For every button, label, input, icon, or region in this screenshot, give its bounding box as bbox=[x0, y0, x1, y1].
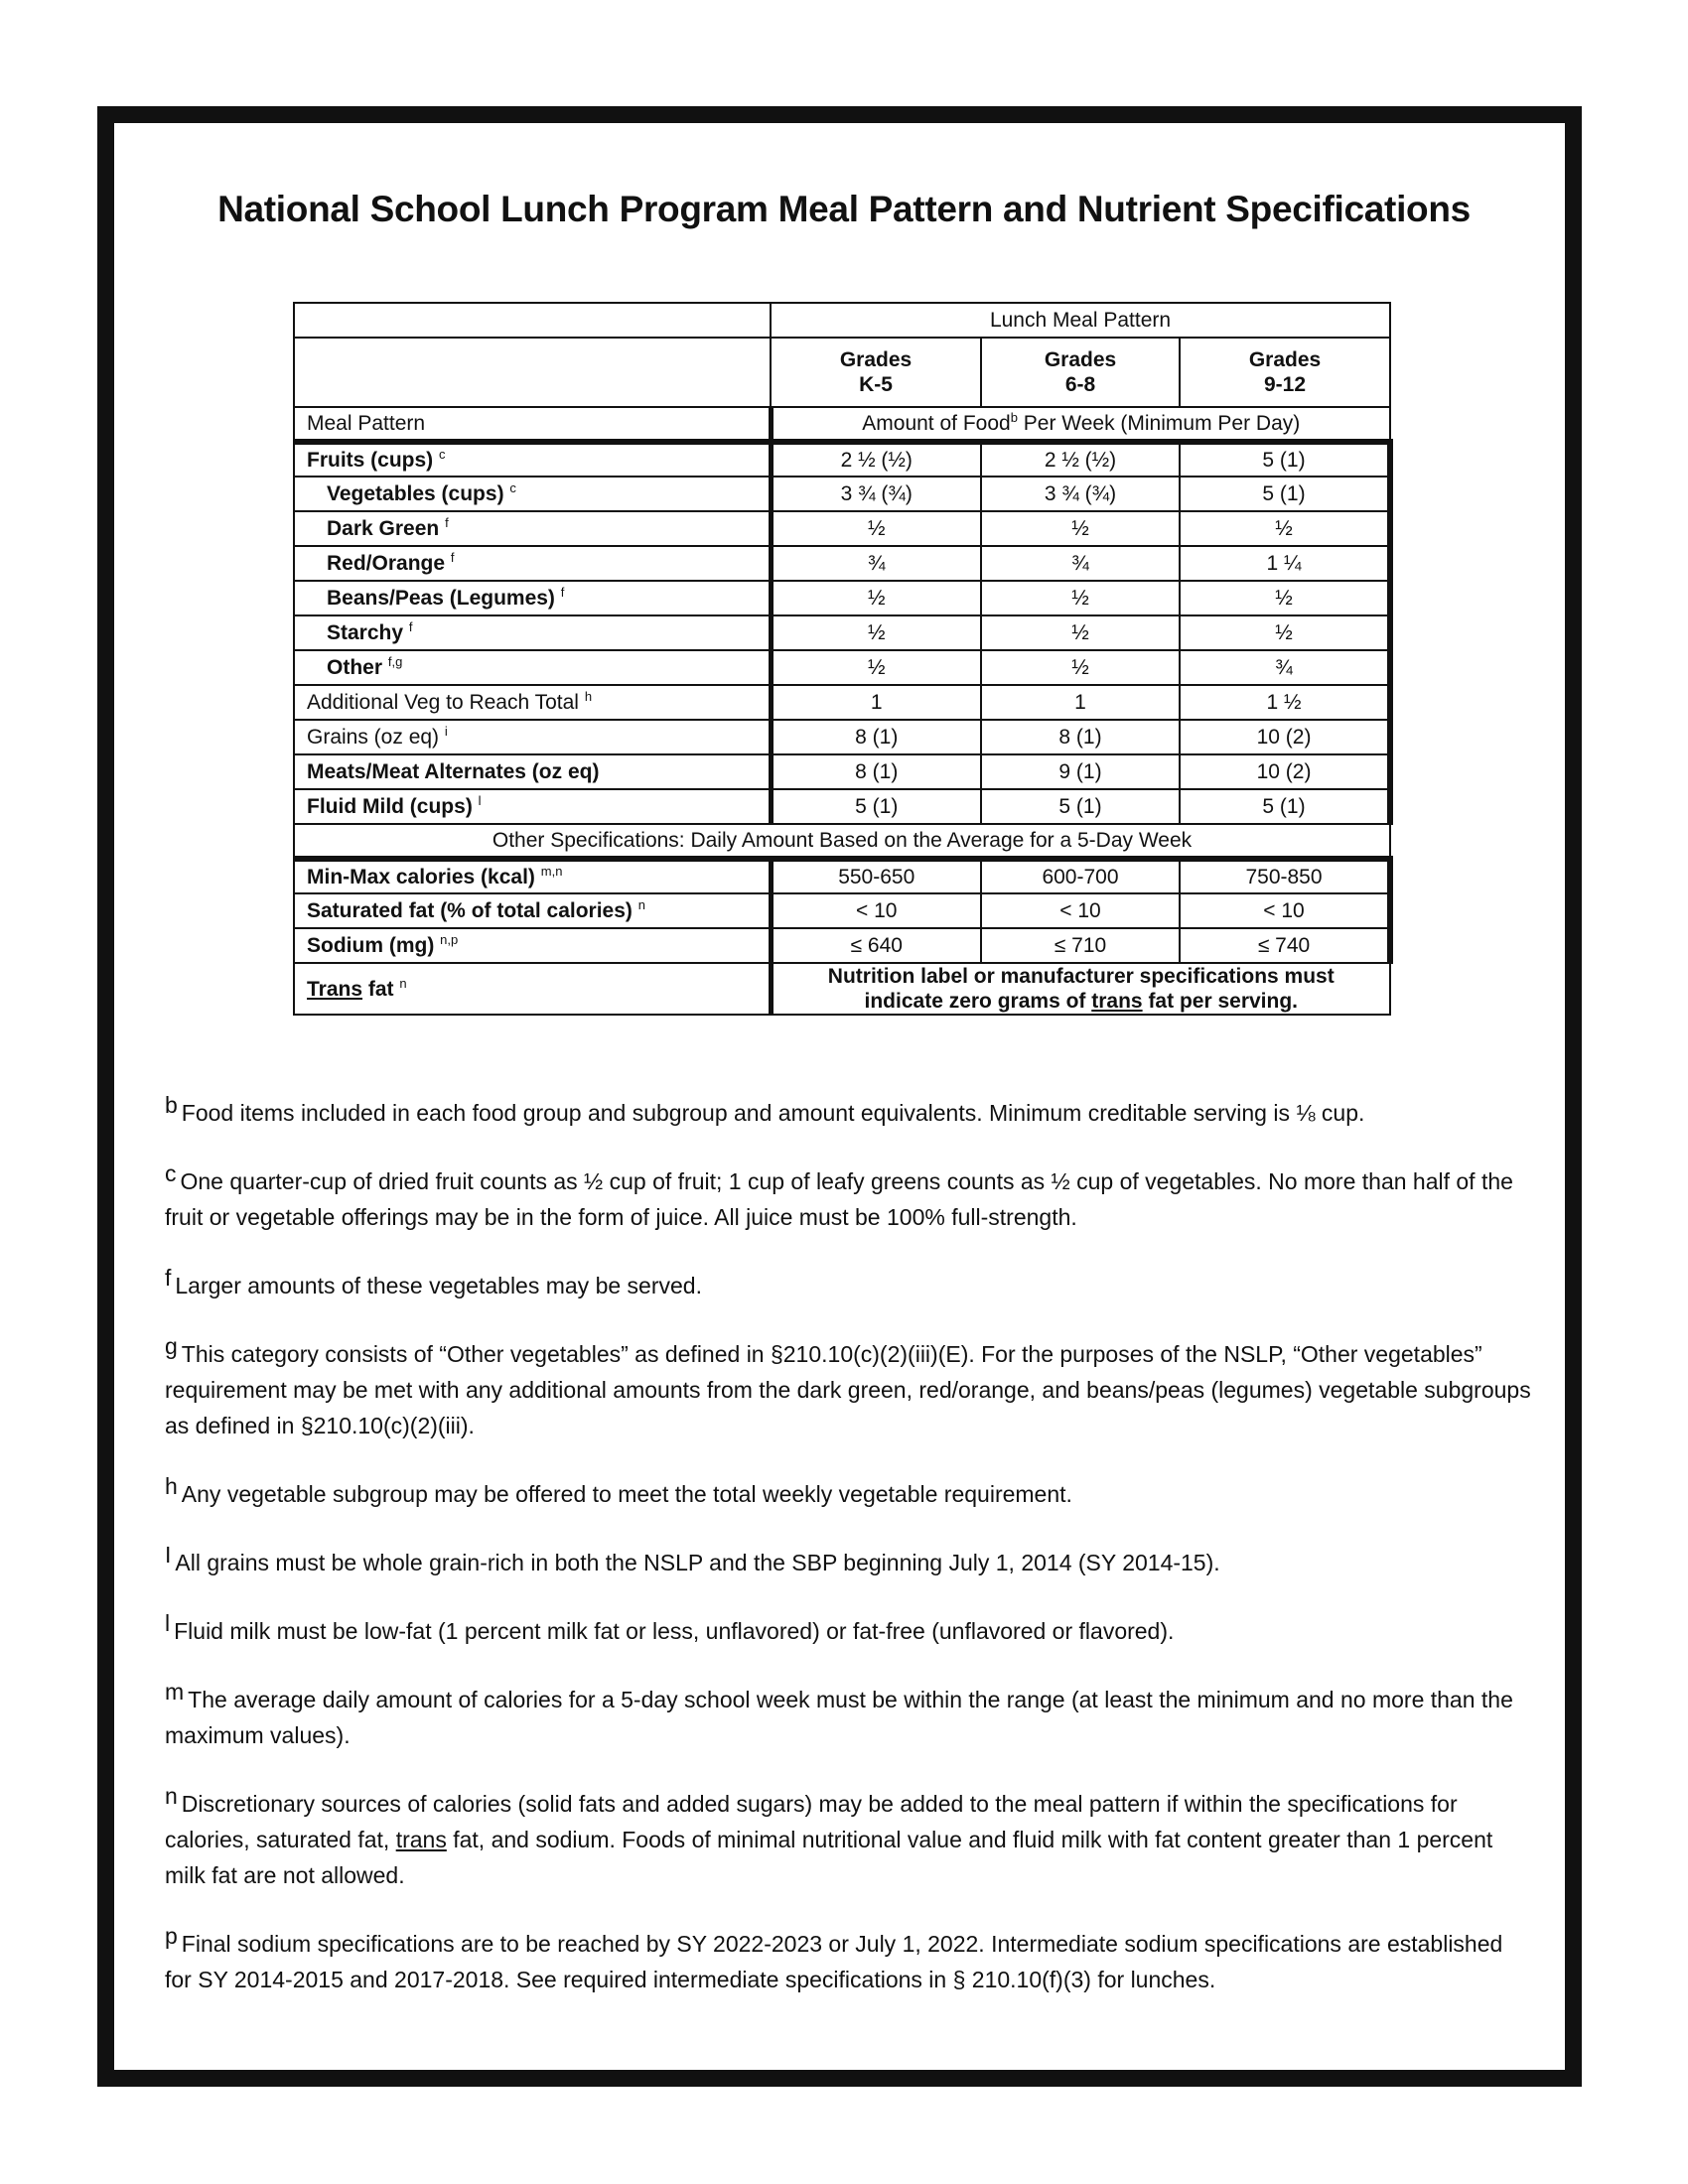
value-cell: 5 (1) bbox=[1180, 789, 1390, 824]
value-cell: 2 ½ (½) bbox=[771, 442, 981, 477]
value-cell: < 10 bbox=[981, 893, 1180, 928]
footnote-mark: n bbox=[165, 1783, 178, 1809]
grades-header-row bbox=[294, 338, 1390, 407]
value-cell: ½ bbox=[1180, 581, 1390, 615]
other-specifications-header: Other Specifications: Daily Amount Based on the Average for a 5-Day Week bbox=[294, 824, 1390, 859]
empty-header-cell bbox=[294, 338, 771, 407]
footnote bbox=[165, 1328, 1535, 1443]
row-label: Saturated fat (% of total calories) $^n$ bbox=[294, 893, 771, 928]
value-cell: 8 (1) bbox=[771, 720, 981, 754]
footnote bbox=[165, 1537, 1535, 1580]
table-row bbox=[294, 615, 1390, 650]
value-cell: ≤ 740 bbox=[1180, 928, 1390, 963]
value-cell: 550-650 bbox=[771, 859, 981, 893]
row-label: Other $^{f,g}$ bbox=[294, 650, 771, 685]
value-cell: 1 ½ bbox=[1180, 685, 1390, 720]
row-label: Vegetables (cups) $^c$ bbox=[294, 477, 771, 511]
row-label: Fluid Mild (cups) $^l$ bbox=[294, 789, 771, 824]
table-header-row bbox=[294, 303, 1390, 338]
value-cell: 8 (1) bbox=[981, 720, 1180, 754]
footnote-text: Fluid milk must be low-fat (1 percent milk fat or less, unflavored) or fat-free (unflavored or flavored). bbox=[174, 1618, 1175, 1644]
amount-of-food-header: Amount of Food$^b$ Per Week (Minimum Per Day) bbox=[771, 407, 1390, 442]
footnote-mark: l bbox=[165, 1610, 171, 1636]
value-cell: ½ bbox=[771, 581, 981, 615]
food-rows bbox=[294, 442, 1390, 824]
footnote bbox=[165, 1674, 1535, 1753]
meal-pattern-row bbox=[294, 407, 1390, 442]
footnote-text: One quarter-cup of dried fruit counts as ½ cup of fruit; 1 cup of leafy greens counts as ½ cup of vegetables. No more than half of the fruit or vegetable offerings may be in the form of juice. All juice must be 100% full-strength. bbox=[165, 1168, 1513, 1230]
table-row bbox=[294, 754, 1390, 789]
value-cell: ¾ bbox=[981, 546, 1180, 581]
meal-pattern-table bbox=[293, 302, 1393, 1016]
footnote-mark: I bbox=[165, 1542, 172, 1568]
grade-header-6-8: Grades 6-8 bbox=[981, 338, 1180, 407]
value-cell: ½ bbox=[981, 650, 1180, 685]
footnote-text: fat, and sodium. Foods of minimal nutritional value and fluid milk with fat content greater than 1 percent milk fat are not allowed. bbox=[165, 1827, 1493, 1888]
empty-header-cell bbox=[294, 303, 771, 338]
footnote bbox=[165, 1778, 1535, 1893]
footnote bbox=[165, 1605, 1535, 1649]
footnote-mark: c bbox=[165, 1160, 177, 1186]
value-cell: 600-700 bbox=[981, 859, 1180, 893]
value-cell: < 10 bbox=[1180, 893, 1390, 928]
other-spec-row bbox=[294, 824, 1390, 859]
value-cell: ½ bbox=[771, 650, 981, 685]
value-cell: 5 (1) bbox=[981, 789, 1180, 824]
table-row bbox=[294, 685, 1390, 720]
table-row bbox=[294, 928, 1390, 963]
value-cell: < 10 bbox=[771, 893, 981, 928]
footnote bbox=[165, 1087, 1535, 1131]
footnote-text: Any vegetable subgroup may be offered to meet the total weekly vegetable requirement. bbox=[181, 1481, 1072, 1507]
footnote-mark: h bbox=[165, 1473, 178, 1499]
row-label: Sodium (mg) $^{n,p}$ bbox=[294, 928, 771, 963]
row-label: Dark Green $^f$ bbox=[294, 511, 771, 546]
trans-fat-value: Nutrition label or manufacturer specifications must indicate zero grams of trans fat per serving. bbox=[771, 963, 1390, 1015]
table-row bbox=[294, 442, 1390, 477]
table-row bbox=[294, 789, 1390, 824]
row-label: Grains (oz eq) $^i$ bbox=[294, 720, 771, 754]
value-cell: 3 ¾ (¾) bbox=[981, 477, 1180, 511]
grade-header-k5: Grades K-5 bbox=[771, 338, 981, 407]
grade-header-9-12: Grades 9-12 bbox=[1180, 338, 1390, 407]
value-cell: ½ bbox=[771, 615, 981, 650]
footnote bbox=[165, 1468, 1535, 1512]
footnote-text: The average daily amount of calories for a 5-day school week must be within the range (at least the minimum and no more than the maximum values). bbox=[165, 1687, 1513, 1748]
footnote-text: Discretionary sources of calories (solid fats and added sugars) may be added to the meal pattern if within the specifications for calories, saturated fat, bbox=[165, 1791, 1458, 1852]
footnote-text: trans bbox=[395, 1827, 447, 1852]
footnote bbox=[165, 1260, 1535, 1303]
value-cell: 9 (1) bbox=[981, 754, 1180, 789]
footnotes bbox=[165, 1087, 1535, 2022]
table-row bbox=[294, 581, 1390, 615]
value-cell: ½ bbox=[981, 615, 1180, 650]
trans-fat-label: Trans fat $^n$ bbox=[294, 963, 771, 1015]
footnote bbox=[165, 1918, 1535, 1997]
footnote bbox=[165, 1156, 1535, 1235]
table-row bbox=[294, 477, 1390, 511]
spec-rows bbox=[294, 859, 1390, 963]
footnote-mark: f bbox=[165, 1265, 172, 1291]
value-cell: 10 (2) bbox=[1180, 720, 1390, 754]
value-cell: 1 ¼ bbox=[1180, 546, 1390, 581]
page-title: National School Lunch Program Meal Pattern and Nutrient Specifications bbox=[217, 189, 1471, 229]
footnote-text: All grains must be whole grain-rich in both the NSLP and the SBP beginning July 1, 2014 (SY 2014-15). bbox=[175, 1550, 1220, 1575]
value-cell: 1 bbox=[981, 685, 1180, 720]
trans-fat-row bbox=[294, 963, 1390, 1015]
footnote-text: This category consists of “Other vegetables” as defined in §210.10(c)(2)(iii)(E). For the purposes of the NSLP, “Other vegetables” requirement may be met with any additional amounts from the dark green, red/orange, and beans/peas (legumes) vegetable subgroups as defined in §210.10(c)(2)(iii). bbox=[165, 1341, 1531, 1438]
row-label: Min-Max calories (kcal) $^{m,n}$ bbox=[294, 859, 771, 893]
table-row bbox=[294, 893, 1390, 928]
footnote-mark: p bbox=[165, 1923, 178, 1949]
value-cell: 5 (1) bbox=[1180, 442, 1390, 477]
value-cell: ¾ bbox=[771, 546, 981, 581]
value-cell: 3 ¾ (¾) bbox=[771, 477, 981, 511]
value-cell: 5 (1) bbox=[771, 789, 981, 824]
row-label: Beans/Peas (Legumes) $^f$ bbox=[294, 581, 771, 615]
row-label: Starchy $^f$ bbox=[294, 615, 771, 650]
value-cell: ½ bbox=[771, 511, 981, 546]
table-row bbox=[294, 546, 1390, 581]
footnote-text: Final sodium specifications are to be reached by SY 2022-2023 or July 1, 2022. Intermediate sodium specifications are established for SY 2014-2015 and 2017-2018. See required intermediate specifications in § 210.10(f)(3) for lunches. bbox=[165, 1931, 1503, 1992]
value-cell: 750-850 bbox=[1180, 859, 1390, 893]
table-row bbox=[294, 511, 1390, 546]
table-row bbox=[294, 859, 1390, 893]
value-cell: 1 bbox=[771, 685, 981, 720]
value-cell: 10 (2) bbox=[1180, 754, 1390, 789]
meal-pattern-label: Meal Pattern bbox=[294, 407, 771, 442]
footnote-mark: g bbox=[165, 1333, 178, 1359]
lunch-meal-pattern-header: Lunch Meal Pattern bbox=[771, 303, 1390, 338]
value-cell: ≤ 640 bbox=[771, 928, 981, 963]
value-cell: ¾ bbox=[1180, 650, 1390, 685]
row-label: Red/Orange $^f$ bbox=[294, 546, 771, 581]
value-cell: ≤ 710 bbox=[981, 928, 1180, 963]
footnote-mark: m bbox=[165, 1679, 185, 1705]
row-label: Fruits (cups) $^c$ bbox=[294, 442, 771, 477]
value-cell: 2 ½ (½) bbox=[981, 442, 1180, 477]
value-cell: ½ bbox=[1180, 615, 1390, 650]
footnote-text: Food items included in each food group and subgroup and amount equivalents. Minimum creditable serving is ⅛ cup. bbox=[181, 1100, 1365, 1126]
footnote-text: Larger amounts of these vegetables may be served. bbox=[175, 1273, 702, 1298]
table-row bbox=[294, 720, 1390, 754]
value-cell: ½ bbox=[981, 511, 1180, 546]
row-label: Additional Veg to Reach Total $^h$ bbox=[294, 685, 771, 720]
value-cell: ½ bbox=[981, 581, 1180, 615]
value-cell: 5 (1) bbox=[1180, 477, 1390, 511]
table-row bbox=[294, 650, 1390, 685]
value-cell: 8 (1) bbox=[771, 754, 981, 789]
value-cell: ½ bbox=[1180, 511, 1390, 546]
footnote-mark: b bbox=[165, 1092, 178, 1118]
row-label: Meats/Meat Alternates (oz eq) bbox=[294, 754, 771, 789]
